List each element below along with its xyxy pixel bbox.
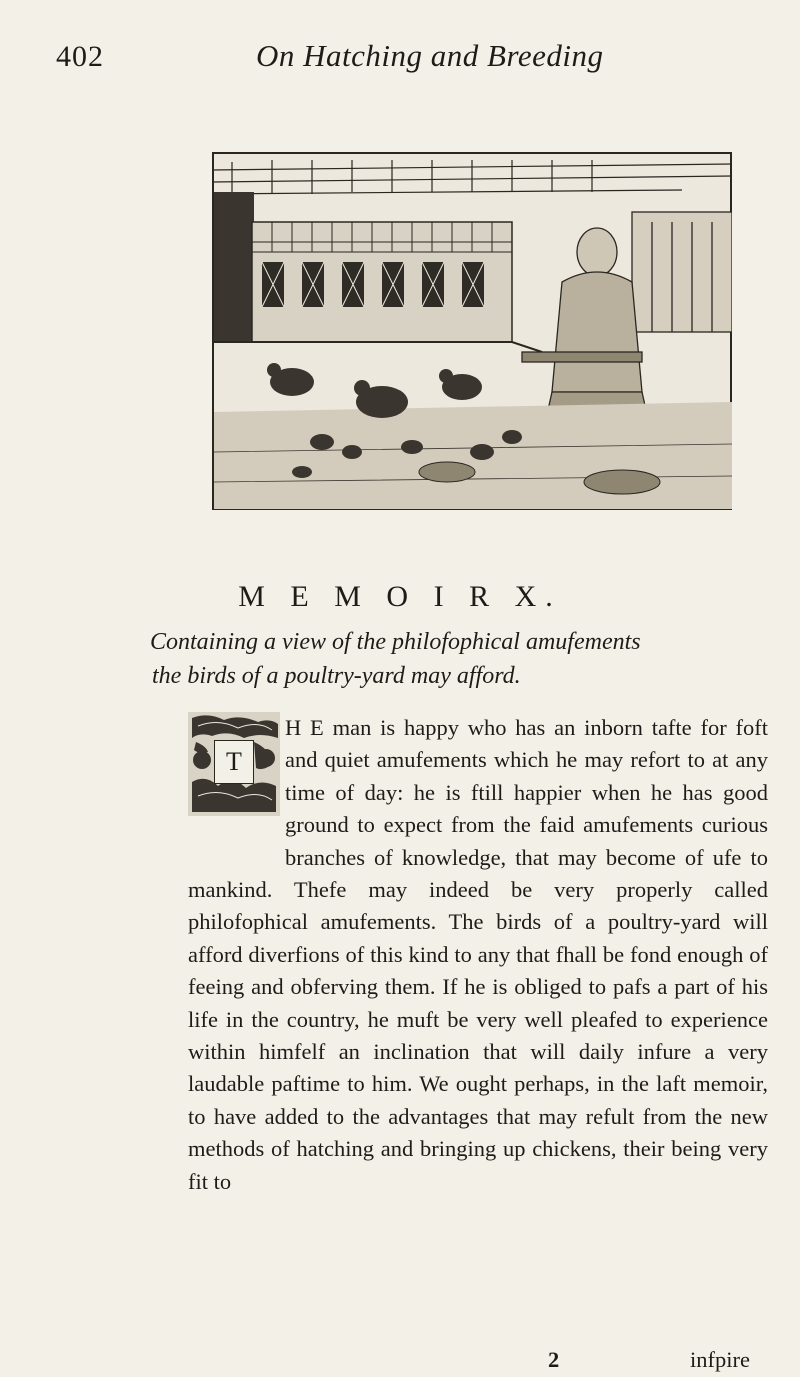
subtitle-line-1: Containing a view of the philofophical amufements xyxy=(150,629,641,655)
memoir-title: M E M O I R X. xyxy=(238,580,562,613)
subtitle-line-2: the birds of a poultry-yard may afford. xyxy=(152,663,521,689)
dropcap-letter: T xyxy=(214,740,254,784)
running-title: On Hatching and Breeding xyxy=(256,38,604,73)
body-paragraph xyxy=(188,712,768,1198)
signature-mark: 2 xyxy=(548,1347,560,1372)
page-number: 402 xyxy=(56,40,104,73)
catchword: infpire xyxy=(690,1347,750,1372)
paragraph-text: H E man is happy who has an inborn tafte for foft and quiet amufements which he may refort to at any time of day: he is ftill happier when he has good ground to expect from the faid amufements curious branches of knowledge, that may become of ufe to mankind. Thefe may indeed be very properly called philofophical amufements. The birds of a poultry-yard will afford diverfions of this kind to any that fhall be fond enough of feeing and obferving them. If he is obliged to pafs a part of his life in the country, he muft be very well pleafed to experience within himfelf an inclination that will daily infure a very laudable paftime to him. We ought perhaps, in the laft memoir, to have added to the advantages that may refult from the new methods of hatching and bringing up chickens, their being very fit to xyxy=(188,715,768,1194)
engraved-illustration-icon xyxy=(212,152,732,510)
memoir-subtitle xyxy=(150,625,750,693)
